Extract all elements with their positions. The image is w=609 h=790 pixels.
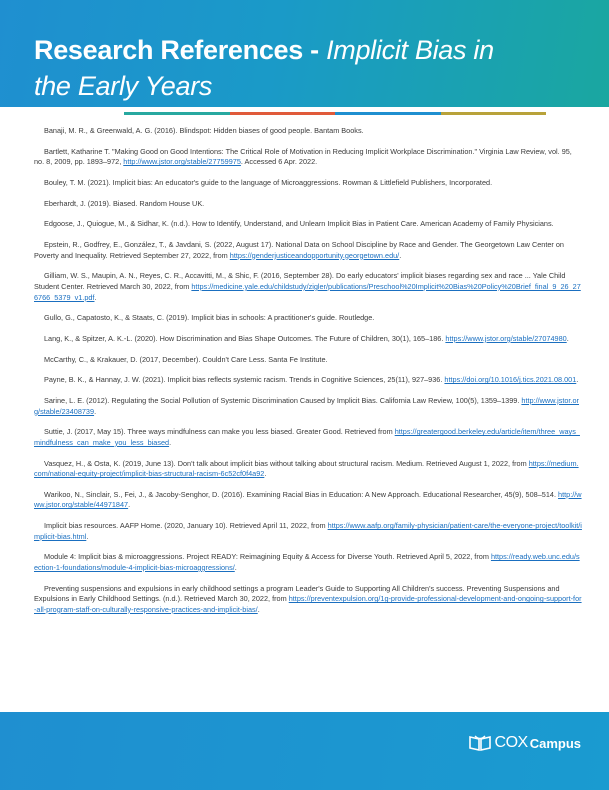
cox-campus-book-icon bbox=[469, 735, 491, 751]
cox-campus-logo[interactable] bbox=[469, 734, 581, 752]
reference-suffix: . bbox=[169, 437, 172, 447]
reference-link[interactable]: https://ready.web.unc.edu/section-1-foundations/module-4-implicit-bias-microaggressions/ bbox=[34, 552, 580, 572]
reference-text: Epstein, R., Godfrey, E., González, T., & Javdani, S. (2022, August 17). National Data on School Discipline by Race and Gender. The Georgetown Law Center on Poverty and Inequality. Retrieved September 27, 2022, from bbox=[34, 240, 564, 260]
reference-suffix: . bbox=[566, 333, 569, 343]
reference-link[interactable]: http://www.jstor.org/stable/44971847 bbox=[34, 489, 582, 510]
reference-entry bbox=[34, 355, 582, 366]
reference-text: Bartlett, Katharine T. "Making Good on Good Intentions: The Critical Role of Motivation in Reducing Implicit Workplace Discrimination." Virginia Law Review, vol. 95, no. 8, 2009, pp. 1893–972, bbox=[34, 146, 572, 167]
reference-entry bbox=[34, 178, 582, 189]
reference-entry bbox=[34, 375, 582, 386]
stripe-teal bbox=[124, 112, 230, 115]
reference-entry bbox=[34, 396, 582, 417]
reference-link[interactable]: https://genderjusticeandopportunity.georgetown.edu/ bbox=[229, 250, 400, 260]
reference-link[interactable]: http://www.jstor.org/stable/23408739 bbox=[34, 395, 579, 416]
reference-text: Edgoose, J., Quiogue, M., & Sidhar, K. (n.d.). How to Identify, Understand, and Unlearn Implicit Bias in Patient Care. American Academy of Family Physicians. bbox=[44, 219, 554, 229]
reference-text: Module 4: Implicit bias & microaggressions. Project READY: Reimagining Equity & Access for Diverse Youth. Retrieved April 5, 2022, from bbox=[44, 552, 491, 562]
reference-entry bbox=[34, 313, 582, 324]
title-italic-line1: Implicit Bias in bbox=[326, 35, 494, 65]
reference-suffix: . bbox=[257, 604, 260, 614]
reference-text: Eberhardt, J. (2019). Biased. Random House UK. bbox=[44, 198, 205, 208]
reference-suffix: . bbox=[94, 292, 97, 302]
reference-text: Implicit bias resources. AAFP Home. (2020, January 10). Retrieved April 11, 2022, from bbox=[44, 521, 328, 531]
reference-entry bbox=[34, 126, 582, 137]
reference-link[interactable]: https://medicine.yale.edu/childstudy/zigler/publications/Preschool%20Implicit%20Bias%20Policy%20Brief_final_9_26_276766_5379_v1.pdf bbox=[34, 281, 581, 302]
reference-text: Gilliam, W. S., Maupin, A. N., Reyes, C. R., Accavitti, M., & Shic, F. (2016, September 28). Do early educators' implicit biases regarding sex and race ... Yale Child Student Center. Retrieved March 30, 2022, from bbox=[34, 271, 566, 291]
reference-entry bbox=[34, 490, 582, 511]
reference-text: Lang, K., & Spitzer, A. K.-L. (2020). How Discrimination and Bias Shape Outcomes. The Future of Children, 30(1), 165–186. bbox=[44, 333, 446, 343]
reference-entry bbox=[34, 552, 582, 573]
color-stripes bbox=[124, 112, 546, 115]
reference-text: Warikoo, N., Sinclair, S., Fei, J., & Jacoby-Senghor, D. (2016). Examining Racial Bias in Education: A New Approach. Educational Researcher, 45(9), 508–514. bbox=[44, 489, 559, 499]
reference-entry bbox=[34, 219, 582, 230]
reference-entry bbox=[34, 271, 582, 303]
reference-entry bbox=[34, 199, 582, 210]
reference-text: Bouley, T. M. (2021). Implicit bias: An educator's guide to the language of Microaggressions. Rowman & Littlefield Publishers, Incorporated. bbox=[44, 177, 493, 187]
reference-entry bbox=[34, 240, 582, 261]
reference-suffix: . bbox=[86, 531, 89, 541]
stripe-red bbox=[230, 112, 336, 115]
reference-suffix: . bbox=[128, 500, 131, 510]
reference-link[interactable]: https://greatergood.berkeley.edu/article/item/three_ways_mindfulness_can_make_you_less_biased bbox=[34, 427, 580, 447]
reference-link[interactable]: https://www.aafp.org/family-physician/patient-care/the-everyone-project/toolkit/implicit-bias.html bbox=[34, 521, 582, 541]
reference-suffix: . bbox=[94, 406, 97, 416]
reference-text: Suttie, J. (2017, May 15). Three ways mindfulness can make you less biased. Greater Good. Retrieved from bbox=[44, 427, 395, 437]
logo-brand-word: COX bbox=[494, 734, 528, 751]
title-italic-line2: the Early Years bbox=[34, 71, 213, 101]
reference-suffix: . bbox=[399, 250, 402, 260]
reference-entry bbox=[34, 427, 582, 448]
reference-suffix: . bbox=[576, 375, 579, 385]
reference-entry bbox=[34, 147, 582, 168]
reference-text: Preventing suspensions and expulsions in early childhood settings a program Leader's Guide to Supporting All Children's success. Preventing Suspensions and Expulsions in Early Childhood Settings. (n.d.). Retrieved March 30, 2022, from bbox=[34, 583, 560, 604]
reference-text: Gullo, G., Capatosto, K., & Staats, C. (2019). Implicit bias in schools: A practitioner's guide. Routledge. bbox=[44, 313, 375, 323]
stripe-blue bbox=[335, 112, 441, 115]
reference-entry bbox=[34, 459, 582, 480]
reference-suffix: . bbox=[234, 562, 237, 572]
reference-link[interactable]: https://doi.org/10.1016/j.tics.2021.08.001 bbox=[444, 375, 577, 385]
reference-entry bbox=[34, 334, 582, 345]
reference-text: Sarine, L. E. (2012). Regulating the Social Pollution of Systemic Discrimination Caused by Implicit Bias. California Law Review, 100(5), 1359–1399. bbox=[44, 395, 522, 405]
reference-list bbox=[34, 126, 582, 626]
page-header bbox=[0, 0, 609, 107]
reference-link[interactable]: https://medium.com/national-equity-project/implicit-bias-structural-racism-6c52cf0f4a92 bbox=[34, 458, 579, 479]
reference-link[interactable]: http://www.jstor.org/stable/27759975 bbox=[123, 157, 241, 167]
reference-link[interactable]: https://preventexpulsion.org/1g-provide-professional-development-and-ongoing-support-for-all-program-staff-on-culturally-responsive-practices-and-implicit-bias/ bbox=[34, 594, 582, 614]
reference-text: Vasquez, H., & Osta, K. (2019, June 13). Don't talk about implicit bias without talking about structural racism. Medium. Retrieved August 1, 2022, from bbox=[44, 458, 529, 468]
logo-brand-suffix: Campus bbox=[529, 735, 581, 751]
title-bold: Research References - bbox=[34, 35, 327, 65]
reference-entry bbox=[34, 584, 582, 616]
reference-text: McCarthy, C., & Krakauer, D. (2017, December). Couldn't Care Less. Santa Fe Institute. bbox=[44, 354, 328, 364]
reference-link[interactable]: https://www.jstor.org/stable/27074980 bbox=[445, 333, 567, 343]
reference-suffix: . Accessed 6 Apr. 2022. bbox=[240, 157, 318, 167]
reference-suffix: . bbox=[264, 469, 267, 479]
reference-text: Banaji, M. R., & Greenwald, A. G. (2016). Blindspot: Hidden biases of good people. Bantam Books. bbox=[44, 126, 364, 135]
page-title bbox=[34, 32, 609, 104]
page-footer bbox=[0, 712, 609, 790]
stripe-olive bbox=[441, 112, 547, 115]
reference-text: Payne, B. K., & Hannay, J. W. (2021). Implicit bias reflects systemic racism. Trends in Cognitive Sciences, 25(11), 927–936. bbox=[44, 375, 445, 385]
reference-entry bbox=[34, 521, 582, 542]
